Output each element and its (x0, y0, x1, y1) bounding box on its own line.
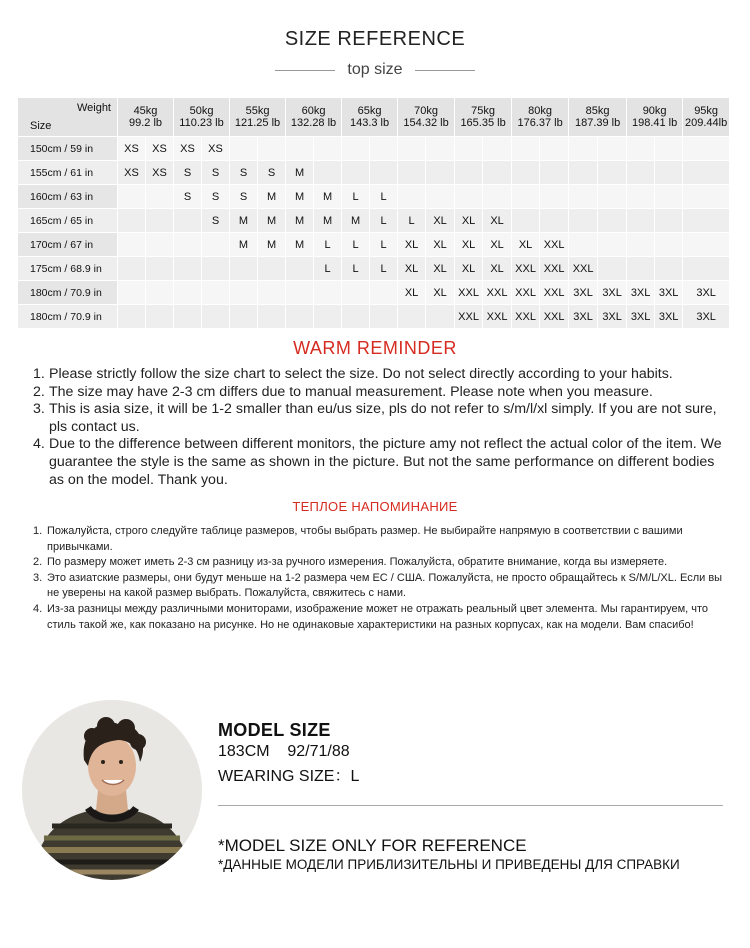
size-cell: XXL (455, 305, 483, 329)
size-cell: XL (455, 209, 483, 233)
size-cell (258, 137, 286, 161)
size-cell (146, 185, 174, 209)
size-cell: XS (146, 137, 174, 161)
size-cell (627, 257, 655, 281)
size-cell: XL (483, 233, 512, 257)
size-cell (426, 161, 455, 185)
list-item (33, 602, 723, 633)
size-cell: M (258, 185, 286, 209)
size-cell (286, 137, 314, 161)
weight-column-header (398, 98, 455, 137)
size-cell: M (286, 161, 314, 185)
list-text: Из-за разницы между различными мониторами, изображение может не отражать реальный цвет элемента. Мы гарантируем, что стиль такой же, как показано на рисунке. Но не одинаковые характеристики на разных корпусах, как на модели. Вам спасибо! (47, 602, 709, 631)
model-photo (22, 700, 202, 880)
size-chart-table (17, 97, 730, 329)
size-cell: S (202, 161, 230, 185)
weight-lb: 198.41 lb (631, 117, 678, 129)
size-cell (683, 137, 730, 161)
size-cell: XS (174, 137, 202, 161)
size-cell: S (174, 161, 202, 185)
size-cell (118, 233, 146, 257)
table-row (18, 137, 730, 161)
size-cell (146, 257, 174, 281)
size-cell (483, 161, 512, 185)
size-cell: L (342, 233, 370, 257)
size-cell (683, 257, 730, 281)
size-cell (258, 257, 286, 281)
size-cell (598, 257, 627, 281)
list-text: Please strictly follow the size chart to select the size. Do not select directly according to your habits. (49, 366, 673, 382)
model-portrait-illustration (22, 700, 202, 880)
list-item (33, 555, 723, 571)
size-cell (202, 305, 230, 329)
size-cell (118, 257, 146, 281)
size-cell (286, 257, 314, 281)
size-cell: S (230, 161, 258, 185)
size-cell: S (230, 185, 258, 209)
size-cell: XL (512, 233, 540, 257)
size-cell (146, 233, 174, 257)
size-cell (146, 209, 174, 233)
size-cell: XL (426, 209, 455, 233)
size-cell (683, 161, 730, 185)
list-number: 4. (33, 436, 45, 453)
weight-column-header (512, 98, 569, 137)
weight-column-header (174, 98, 230, 137)
size-cell (230, 257, 258, 281)
size-cell (483, 185, 512, 209)
weight-lb: 132.28 lb (290, 117, 337, 129)
size-cell: XS (146, 161, 174, 185)
size-cell: XXL (540, 233, 569, 257)
size-cell (314, 137, 342, 161)
size-cell (569, 185, 598, 209)
size-cell (118, 185, 146, 209)
list-item (33, 571, 723, 602)
size-cell: L (314, 257, 342, 281)
size-cell: 3XL (598, 305, 627, 329)
model-size-block (218, 720, 359, 786)
list-item (33, 366, 723, 384)
height-cell: 170cm / 67 in (18, 233, 118, 257)
size-cell: S (202, 209, 230, 233)
size-cell: 3XL (655, 281, 683, 305)
size-cell: XS (202, 137, 230, 161)
weight-kg: 95kg (694, 105, 719, 117)
subtitle-row (0, 60, 750, 80)
size-cell: XXL (512, 305, 540, 329)
size-cell (174, 281, 202, 305)
list-text: Due to the difference between different monitors, the picture amy not reflect the actual color of the item. We guarantee the style is the same as shown in the picture. But not the same performance on different bodies as on the model. Thank you. (49, 436, 722, 488)
page-subtitle: top size (347, 61, 403, 78)
list-text: Пожалуйста, строго следуйте таблице размеров, чтобы выбрать размер. Не выбирайте напрямую в соответствии с вашими привычками. (47, 525, 683, 553)
size-cell (598, 233, 627, 257)
size-cell: S (174, 185, 202, 209)
size-cell (683, 185, 730, 209)
size-cell: XL (426, 281, 455, 305)
size-cell (683, 209, 730, 233)
size-cell (230, 137, 258, 161)
size-cell: 3XL (683, 281, 730, 305)
size-cell (655, 137, 683, 161)
size-cell (202, 257, 230, 281)
size-cell (118, 209, 146, 233)
size-cell (426, 137, 455, 161)
size-cell (655, 233, 683, 257)
size-cell (342, 305, 370, 329)
size-cell (540, 161, 569, 185)
weight-lb: 143.3 lb (349, 117, 390, 129)
size-cell: L (370, 185, 398, 209)
size-cell: XL (398, 257, 426, 281)
list-number: 2. (33, 556, 43, 569)
list-number: 4. (33, 602, 43, 615)
size-cell: M (286, 209, 314, 233)
size-cell: M (342, 209, 370, 233)
size-cell (455, 185, 483, 209)
size-cell: L (370, 257, 398, 281)
table-row (18, 161, 730, 185)
size-cell: 3XL (683, 305, 730, 329)
size-cell: 3XL (627, 305, 655, 329)
size-cell: L (398, 209, 426, 233)
weight-lb: 110.23 lb (179, 117, 224, 129)
size-cell: L (370, 209, 398, 233)
table-row (18, 305, 730, 329)
weight-lb: 209.44lb (685, 117, 728, 129)
size-cell (426, 305, 455, 329)
size-cell (512, 185, 540, 209)
size-cell: XL (398, 233, 426, 257)
weight-kg: 65kg (357, 105, 382, 117)
size-cell: XXL (483, 281, 512, 305)
list-item (33, 524, 723, 555)
size-cell (569, 209, 598, 233)
size-cell: M (230, 209, 258, 233)
size-cell (286, 281, 314, 305)
size-cell: 3XL (598, 281, 627, 305)
list-item (33, 401, 723, 436)
weight-lb: 176.37 lb (517, 117, 563, 129)
size-cell (118, 305, 146, 329)
list-text: Это азиатские размеры, они будут меньше на 1-2 размера чем ЕС / США. Пожалуйста, не просто обращайтесь к S/M/L/XL. Если вы не уверены на какой размер выбрать. Пожалуйста, свяжитесь с нами. (47, 571, 723, 600)
size-cell: M (230, 233, 258, 257)
weight-lb: 165.35 lb (460, 117, 506, 129)
height-cell: 175cm / 68.9 in (18, 257, 118, 281)
size-cell (655, 185, 683, 209)
warm-reminder-ru-title: ТЕПЛОЕ НАПОМИНАНИЕ (292, 499, 458, 514)
size-cell (569, 233, 598, 257)
size-cell: M (314, 209, 342, 233)
weight-column-header (569, 98, 627, 137)
size-cell (598, 137, 627, 161)
size-cell: XS (118, 161, 146, 185)
size-cell (174, 233, 202, 257)
subtitle-right-divider (415, 70, 475, 71)
size-cell: XXL (569, 257, 598, 281)
size-cell: 3XL (569, 305, 598, 329)
size-cell (655, 257, 683, 281)
size-label: Size (30, 120, 52, 132)
size-cell (398, 161, 426, 185)
weight-kg: 90kg (642, 105, 667, 117)
size-cell (398, 185, 426, 209)
size-cell: L (314, 233, 342, 257)
weight-kg: 80kg (528, 105, 553, 117)
weight-column-header (683, 98, 730, 137)
weight-kg: 85kg (585, 105, 610, 117)
list-number: 1. (33, 366, 45, 382)
size-cell (174, 257, 202, 281)
size-cell (627, 209, 655, 233)
size-cell (627, 185, 655, 209)
list-text: The size may have 2-3 cm differs due to manual measurement. Please note when you measure. (49, 383, 653, 400)
list-number: 3. (33, 571, 43, 584)
size-cell (146, 281, 174, 305)
weight-column-header (342, 98, 398, 137)
table-row (18, 233, 730, 257)
size-cell: M (286, 185, 314, 209)
size-cell (598, 185, 627, 209)
weight-kg: 70kg (414, 105, 438, 117)
table-row (18, 281, 730, 305)
table-row (18, 209, 730, 233)
size-cell (342, 281, 370, 305)
weight-label: Weight (76, 102, 111, 114)
size-cell (118, 281, 146, 305)
height-cell: 155cm / 61 in (18, 161, 118, 185)
size-cell: XL (398, 281, 426, 305)
size-cell (540, 209, 569, 233)
size-cell: XXL (483, 305, 512, 329)
size-cell (286, 305, 314, 329)
size-cell (483, 137, 512, 161)
size-cell (342, 161, 370, 185)
size-cell (540, 137, 569, 161)
size-cell: M (314, 185, 342, 209)
weight-lb: 187.39 lb (574, 117, 621, 129)
size-cell (314, 305, 342, 329)
list-text: This is asia size, it will be 1-2 smaller than eu/us size, pls do not refer to s/m/l/xl simply. If you are not sure, pls contact us. (49, 401, 717, 435)
size-cell: M (286, 233, 314, 257)
list-number: 1. (33, 525, 43, 537)
size-cell (398, 137, 426, 161)
size-cell (258, 305, 286, 329)
height-cell: 150cm / 59 in (18, 137, 118, 161)
weight-column-header (230, 98, 286, 137)
size-cell: XL (426, 233, 455, 257)
size-cell: XL (455, 233, 483, 257)
size-cell (174, 209, 202, 233)
size-cell (314, 161, 342, 185)
page-title: SIZE REFERENCE (284, 28, 466, 50)
size-cell: 3XL (627, 281, 655, 305)
size-cell (655, 209, 683, 233)
warm-reminder-list (33, 366, 723, 489)
size-cell: S (258, 161, 286, 185)
size-cell (202, 233, 230, 257)
size-cell: XXL (540, 305, 569, 329)
model-measurements: 183CM 92/71/88 (218, 743, 350, 760)
size-cell (512, 161, 540, 185)
weight-column-header (627, 98, 683, 137)
list-item (33, 436, 723, 489)
size-cell: L (342, 257, 370, 281)
size-cell (398, 305, 426, 329)
size-cell (627, 233, 655, 257)
size-cell: M (258, 233, 286, 257)
size-cell (146, 305, 174, 329)
table-row (18, 185, 730, 209)
weight-kg: 50kg (189, 105, 214, 117)
size-cell: XL (455, 257, 483, 281)
subtitle-left-divider (275, 70, 335, 71)
size-cell (202, 281, 230, 305)
size-cell (314, 281, 342, 305)
size-cell (627, 137, 655, 161)
height-cell: 165cm / 65 in (18, 209, 118, 233)
weight-kg: 45kg (133, 105, 158, 117)
size-cell: XXL (512, 257, 540, 281)
size-cell: L (342, 185, 370, 209)
size-cell (455, 137, 483, 161)
height-cell: 180cm / 70.9 in (18, 281, 118, 305)
size-cell: XXL (455, 281, 483, 305)
size-cell (370, 281, 398, 305)
list-text: По размеру может иметь 2-3 см разницу из-за ручного измерения. Пожалуйста, обратите внимание, когда вы измеряете. (47, 556, 668, 569)
weight-kg: 60kg (301, 105, 326, 117)
size-cell (455, 161, 483, 185)
weight-column-header (286, 98, 342, 137)
size-cell (370, 161, 398, 185)
size-table-header (18, 98, 730, 137)
weight-lb: 154.32 lb (403, 117, 449, 129)
height-cell: 180cm / 70.9 in (18, 305, 118, 329)
warm-reminder-title: WARM REMINDER (293, 338, 457, 358)
weight-column-header (455, 98, 512, 137)
size-cell (230, 305, 258, 329)
model-divider (218, 805, 723, 806)
size-table-corner (18, 98, 118, 137)
table-row (18, 257, 730, 281)
size-cell (342, 137, 370, 161)
list-number: 3. (33, 401, 45, 418)
model-wearing-size: WEARING SIZE：L (218, 768, 360, 785)
size-table-body (18, 137, 730, 329)
model-reference-note-ru: *ДАННЫЕ МОДЕЛИ ПРИБЛИЗИТЕЛЬНЫ И ПРИВЕДЕНЫ ДЛЯ СПРАВКИ (218, 857, 680, 872)
size-cell: XS (118, 137, 146, 161)
weight-kg: 75kg (471, 105, 495, 117)
size-cell: M (258, 209, 286, 233)
weight-kg: 55kg (245, 105, 270, 117)
size-cell: XXL (540, 281, 569, 305)
size-cell: 3XL (655, 305, 683, 329)
size-cell (426, 185, 455, 209)
size-cell (258, 281, 286, 305)
warm-reminder-ru-list (33, 524, 723, 633)
size-cell: XXL (540, 257, 569, 281)
height-cell: 160cm / 63 in (18, 185, 118, 209)
size-cell (512, 209, 540, 233)
size-cell (370, 137, 398, 161)
size-cell (512, 137, 540, 161)
size-cell (174, 305, 202, 329)
size-cell (370, 305, 398, 329)
weight-column-header (118, 98, 174, 137)
weight-lb: 99.2 lb (128, 117, 163, 129)
size-cell: S (202, 185, 230, 209)
size-cell (569, 161, 598, 185)
size-cell (569, 137, 598, 161)
size-cell (598, 161, 627, 185)
size-cell: XXL (512, 281, 540, 305)
list-number: 2. (33, 383, 45, 400)
size-cell (627, 161, 655, 185)
size-cell (598, 209, 627, 233)
size-cell (683, 233, 730, 257)
model-reference-note-en: *MODEL SIZE ONLY FOR REFERENCE (218, 836, 527, 855)
size-cell (540, 185, 569, 209)
size-cell: XL (483, 209, 512, 233)
list-item (33, 384, 723, 402)
model-size-title: MODEL SIZE (218, 720, 331, 740)
size-cell: 3XL (569, 281, 598, 305)
weight-lb: 121.25 lb (234, 117, 281, 129)
size-cell: XL (426, 257, 455, 281)
size-cell: XL (483, 257, 512, 281)
size-cell (655, 161, 683, 185)
size-cell: L (370, 233, 398, 257)
size-cell (230, 281, 258, 305)
